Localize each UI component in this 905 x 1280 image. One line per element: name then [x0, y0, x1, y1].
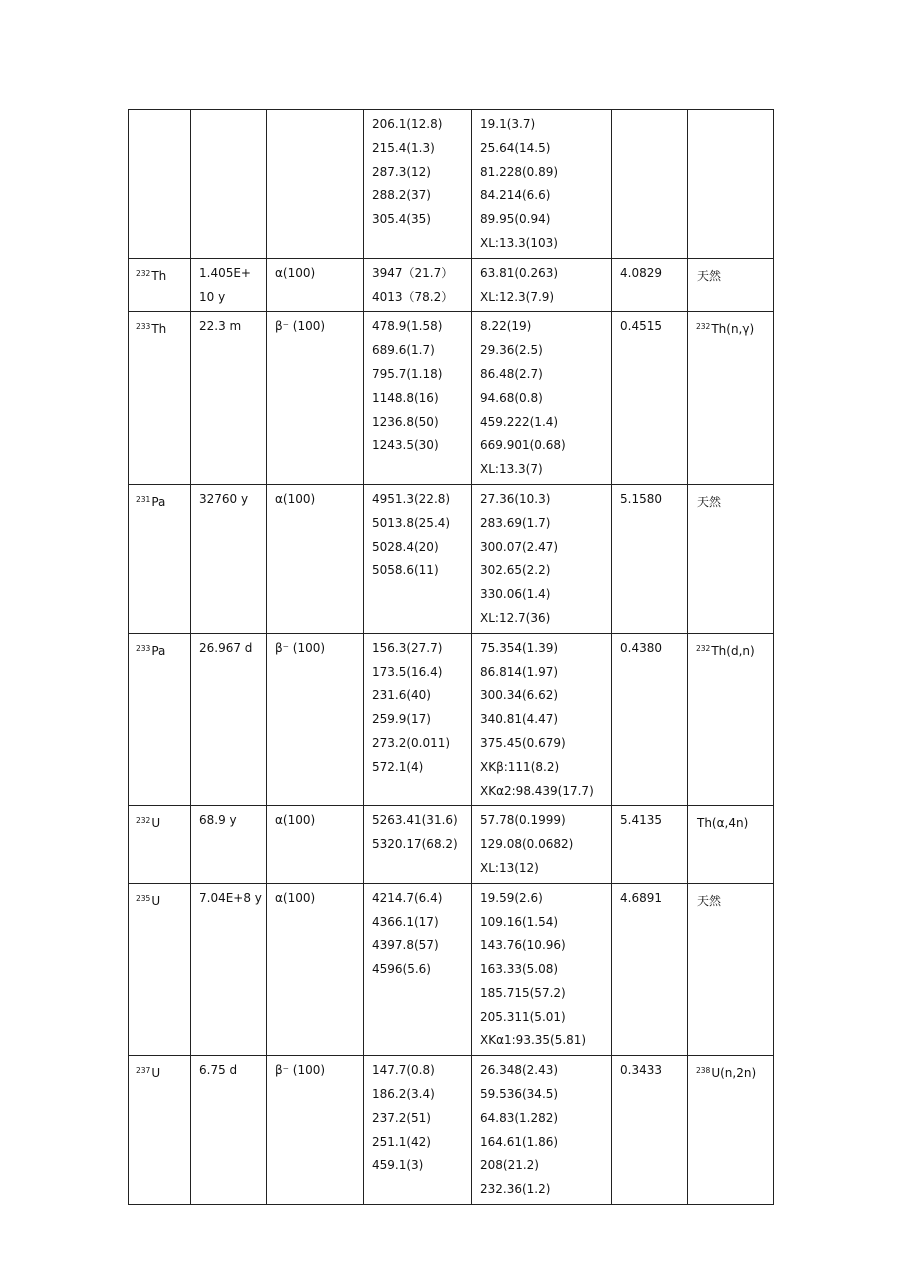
production-label [696, 637, 773, 664]
gamma-energy-value: XL:13.3(103) [480, 235, 558, 250]
half-life-value: 7.04E+8 y [199, 890, 262, 905]
nuclide-label [136, 113, 190, 140]
gamma-energy-value: 84.214(6.6) [480, 188, 551, 203]
particle-energy-value: 5263.41(31.6) [372, 813, 458, 828]
particle-energy-value: 5058.6(11) [372, 563, 439, 578]
q-value-cell [612, 883, 688, 1056]
decay-mode-cell [267, 484, 364, 633]
particle-energy-value: 4951.3(22.8) [372, 491, 451, 506]
particle-energy-value: 259.9(17) [372, 712, 431, 727]
half-life-cell [191, 110, 267, 259]
decay-mode-cell [267, 110, 364, 259]
gamma-energy-value: 27.36(10.3) [480, 491, 551, 506]
nuclide-mass-number: 235 [136, 893, 151, 903]
gamma-energy-value: 375.45(0.679) [480, 735, 566, 750]
q-value: 4.0829 [620, 265, 662, 280]
table-row [129, 110, 774, 259]
half-life-value: 68.9 y [199, 813, 237, 828]
gamma-energy-value: 232.36(1.2) [480, 1182, 551, 1197]
gamma-energy-value: 59.536(34.5) [480, 1087, 559, 1102]
gamma-energy-value: 300.34(6.62) [480, 688, 559, 703]
nuclide-mass-number: 231 [136, 494, 151, 504]
gamma-energy-value: 8.22(19) [480, 319, 532, 334]
particle-energy-value: 4013（78.2） [372, 289, 454, 304]
particle-energy-value: 689.6(1.7) [372, 343, 435, 358]
gamma-energy-cell [472, 883, 612, 1056]
q-value: 0.4515 [620, 319, 662, 334]
gamma-energy-value: 57.78(0.1999) [480, 813, 566, 828]
gamma-energy-value: XL:13.3(7) [480, 462, 543, 477]
nuclide-mass-number: 237 [136, 1066, 151, 1076]
production-label [696, 488, 773, 515]
production-label [696, 887, 773, 914]
production-reaction: Th(α,4n) [697, 816, 749, 831]
particle-energy-value: 459.1(3) [372, 1158, 424, 1173]
decay-mode-value: α(100) [275, 890, 316, 905]
q-value-cell [612, 258, 688, 312]
particle-energy-value: 795.7(1.18) [372, 366, 443, 381]
gamma-energy-value: 143.76(10.96) [480, 938, 566, 953]
q-value-cell [612, 806, 688, 883]
production-cell [688, 312, 774, 485]
production-label [696, 262, 773, 289]
particle-energy-value: 147.7(0.8) [372, 1063, 435, 1078]
nuclide-mass-number: 232 [136, 268, 151, 278]
gamma-energy-value: 25.64(14.5) [480, 140, 551, 155]
particle-energy-value: 251.1(42) [372, 1134, 431, 1149]
nuclide-mass-number: 233 [136, 322, 151, 332]
gamma-energy-value: 29.36(2.5) [480, 343, 543, 358]
particle-energy-value: 478.9(1.58) [372, 319, 443, 334]
gamma-energy-value: 109.16(1.54) [480, 914, 559, 929]
particle-energy-value: 4596(5.6) [372, 962, 431, 977]
table-row [129, 633, 774, 806]
half-life-cell [191, 806, 267, 883]
particle-energy-value: 215.4(1.3) [372, 140, 435, 155]
production-label [696, 809, 773, 836]
q-value-cell [612, 484, 688, 633]
particle-energy-cell [364, 633, 472, 806]
half-life-cell [191, 1056, 267, 1205]
production-label [696, 315, 773, 342]
nuclide-label [136, 1059, 190, 1086]
gamma-energy-value: 86.48(2.7) [480, 366, 543, 381]
decay-mode-cell [267, 883, 364, 1056]
gamma-energy-cell [472, 633, 612, 806]
particle-energy-value: 206.1(12.8) [372, 117, 443, 131]
production-reaction: U(n,2n) [711, 1066, 757, 1081]
table-row [129, 1056, 774, 1205]
gamma-energy-value: XKα2:98.439(17.7) [480, 783, 594, 798]
nuclide-cell [129, 883, 191, 1056]
production-cell [688, 1056, 774, 1205]
particle-energy-value: 237.2(51) [372, 1110, 431, 1125]
gamma-energy-value: 94.68(0.8) [480, 390, 543, 405]
particle-energy-value: 231.6(40) [372, 688, 431, 703]
gamma-energy-value: 64.83(1.282) [480, 1110, 559, 1125]
gamma-energy-value: 163.33(5.08) [480, 962, 559, 977]
decay-mode-value: β⁻ (100) [275, 640, 326, 655]
nuclide-label [136, 488, 190, 515]
production-reaction: Th(n,γ) [711, 322, 755, 337]
nuclide-cell [129, 633, 191, 806]
particle-energy-value: 186.2(3.4) [372, 1087, 435, 1102]
production-label [696, 1059, 773, 1086]
gamma-energy-value: 669.901(0.68) [480, 438, 566, 453]
gamma-energy-value: 26.348(2.43) [480, 1063, 559, 1078]
q-value-cell [612, 110, 688, 259]
particle-energy-value: 5320.17(68.2) [372, 837, 458, 852]
half-life-cell [191, 883, 267, 1056]
gamma-energy-value: 340.81(4.47) [480, 712, 559, 727]
particle-energy-value: 288.2(37) [372, 188, 431, 203]
decay-mode-cell [267, 312, 364, 485]
half-life-value: 22.3 m [199, 319, 242, 334]
decay-mode-value: β⁻ (100) [275, 1063, 326, 1078]
particle-energy-value: 5013.8(25.4) [372, 515, 451, 530]
half-life-value: 32760 y [199, 491, 249, 506]
half-life-value: 6.75 d [199, 1063, 238, 1078]
decay-mode-value: α(100) [275, 491, 316, 506]
nuclide-symbol: U [151, 1066, 161, 1081]
gamma-energy-value: 205.311(5.01) [480, 1009, 566, 1024]
nuclide-cell [129, 806, 191, 883]
q-value: 0.3433 [620, 1063, 662, 1078]
gamma-energy-value: XL:12.3(7.9) [480, 289, 555, 304]
particle-energy-cell [364, 484, 472, 633]
nuclide-mass-number: 233 [136, 643, 151, 653]
decay-mode-cell [267, 806, 364, 883]
gamma-energy-value: 283.69(1.7) [480, 515, 551, 530]
gamma-energy-value: 330.06(1.4) [480, 587, 551, 602]
production-target-mass: 238 [696, 1066, 711, 1076]
half-life-value: 26.967 d [199, 640, 253, 655]
gamma-energy-value: 19.59(2.6) [480, 890, 543, 905]
gamma-energy-value: XKα1:93.35(5.81) [480, 1033, 587, 1048]
nuclide-symbol: Pa [151, 494, 166, 509]
nuclide-label [136, 637, 190, 664]
particle-energy-value: 156.3(27.7) [372, 640, 443, 655]
half-life-cell [191, 312, 267, 485]
table-row [129, 258, 774, 312]
particle-energy-value: 1243.5(30) [372, 438, 439, 453]
production-target-mass: 232 [696, 643, 711, 653]
particle-energy-cell [364, 806, 472, 883]
production-cell [688, 484, 774, 633]
q-value-cell [612, 312, 688, 485]
nuclide-cell [129, 258, 191, 312]
gamma-energy-value: 89.95(0.94) [480, 212, 551, 227]
gamma-energy-value: 164.61(1.86) [480, 1134, 559, 1149]
particle-energy-value: 1148.8(16) [372, 390, 439, 405]
nuclide-cell [129, 110, 191, 259]
particle-energy-value: 4366.1(17) [372, 914, 439, 929]
nuclide-decay-table [128, 109, 774, 1205]
gamma-energy-cell [472, 1056, 612, 1205]
nuclide-symbol: Th [151, 322, 167, 337]
q-value: 0.4380 [620, 640, 662, 655]
production-reaction: Th(d,n) [711, 643, 755, 658]
q-value: 4.6891 [620, 890, 662, 905]
half-life-value: 10 y [199, 289, 226, 304]
gamma-energy-value: XKβ:111(8.2) [480, 759, 560, 774]
gamma-energy-cell [472, 484, 612, 633]
production-label [696, 113, 773, 140]
gamma-energy-value: 63.81(0.263) [480, 265, 559, 280]
nuclide-symbol: Th [151, 268, 167, 283]
gamma-energy-cell [472, 312, 612, 485]
decay-mode-value: β⁻ (100) [275, 319, 326, 334]
gamma-energy-value: 19.1(3.7) [480, 117, 536, 131]
gamma-energy-cell [472, 110, 612, 259]
production-reaction: 天然 [697, 494, 722, 509]
nuclide-label [136, 315, 190, 342]
decay-mode-value: α(100) [275, 813, 316, 828]
q-value: 5.1580 [620, 491, 662, 506]
half-life-value: 1.405E+ [199, 265, 251, 280]
decay-mode-cell [267, 258, 364, 312]
particle-energy-value: 4214.7(6.4) [372, 890, 443, 905]
gamma-energy-value: 185.715(57.2) [480, 985, 566, 1000]
table-row [129, 806, 774, 883]
nuclide-symbol: U [151, 893, 161, 908]
q-value-cell [612, 633, 688, 806]
q-value: 5.4135 [620, 813, 662, 828]
gamma-energy-cell [472, 806, 612, 883]
nuclide-symbol: U [151, 816, 161, 831]
nuclide-cell [129, 1056, 191, 1205]
production-cell [688, 633, 774, 806]
production-target-mass: 232 [696, 322, 711, 332]
nuclide-label [136, 887, 190, 914]
nuclide-label [136, 262, 190, 289]
particle-energy-cell [364, 258, 472, 312]
particle-energy-value: 173.5(16.4) [372, 664, 443, 679]
gamma-energy-value: 129.08(0.0682) [480, 837, 574, 852]
nuclide-mass-number: 232 [136, 816, 151, 826]
half-life-cell [191, 633, 267, 806]
gamma-energy-cell [472, 258, 612, 312]
gamma-energy-value: 300.07(2.47) [480, 539, 559, 554]
half-life-cell [191, 484, 267, 633]
particle-energy-value: 3947（21.7） [372, 265, 454, 280]
q-value-cell [612, 1056, 688, 1205]
particle-energy-value: 4397.8(57) [372, 938, 439, 953]
gamma-energy-value: 75.354(1.39) [480, 640, 559, 655]
particle-energy-cell [364, 1056, 472, 1205]
gamma-energy-value: 302.65(2.2) [480, 563, 551, 578]
nuclide-cell [129, 312, 191, 485]
production-cell [688, 258, 774, 312]
particle-energy-value: 572.1(4) [372, 759, 424, 774]
particle-energy-cell [364, 312, 472, 485]
production-reaction: 天然 [697, 893, 722, 908]
table-row [129, 883, 774, 1056]
gamma-energy-value: 459.222(1.4) [480, 414, 559, 429]
particle-energy-value: 287.3(12) [372, 164, 431, 179]
nuclide-cell [129, 484, 191, 633]
nuclide-label [136, 809, 190, 836]
particle-energy-value: 5028.4(20) [372, 539, 439, 554]
decay-mode-cell [267, 633, 364, 806]
particle-energy-cell [364, 883, 472, 1056]
particle-energy-value: 273.2(0.011) [372, 735, 451, 750]
nuclide-symbol: Pa [151, 643, 166, 658]
gamma-energy-value: 81.228(0.89) [480, 164, 559, 179]
table-body [129, 110, 774, 1205]
production-cell [688, 883, 774, 1056]
particle-energy-cell [364, 110, 472, 259]
gamma-energy-value: 86.814(1.97) [480, 664, 559, 679]
gamma-energy-value: XL:13(12) [480, 860, 539, 875]
particle-energy-value: 305.4(35) [372, 212, 431, 227]
gamma-energy-value: XL:12.7(36) [480, 610, 551, 625]
decay-mode-cell [267, 1056, 364, 1205]
production-reaction: 天然 [697, 268, 722, 283]
decay-mode-value: α(100) [275, 265, 316, 280]
production-cell [688, 806, 774, 883]
table-row [129, 312, 774, 485]
table-row [129, 484, 774, 633]
half-life-cell [191, 258, 267, 312]
particle-energy-value: 1236.8(50) [372, 414, 439, 429]
production-cell [688, 110, 774, 259]
gamma-energy-value: 208(21.2) [480, 1158, 539, 1173]
